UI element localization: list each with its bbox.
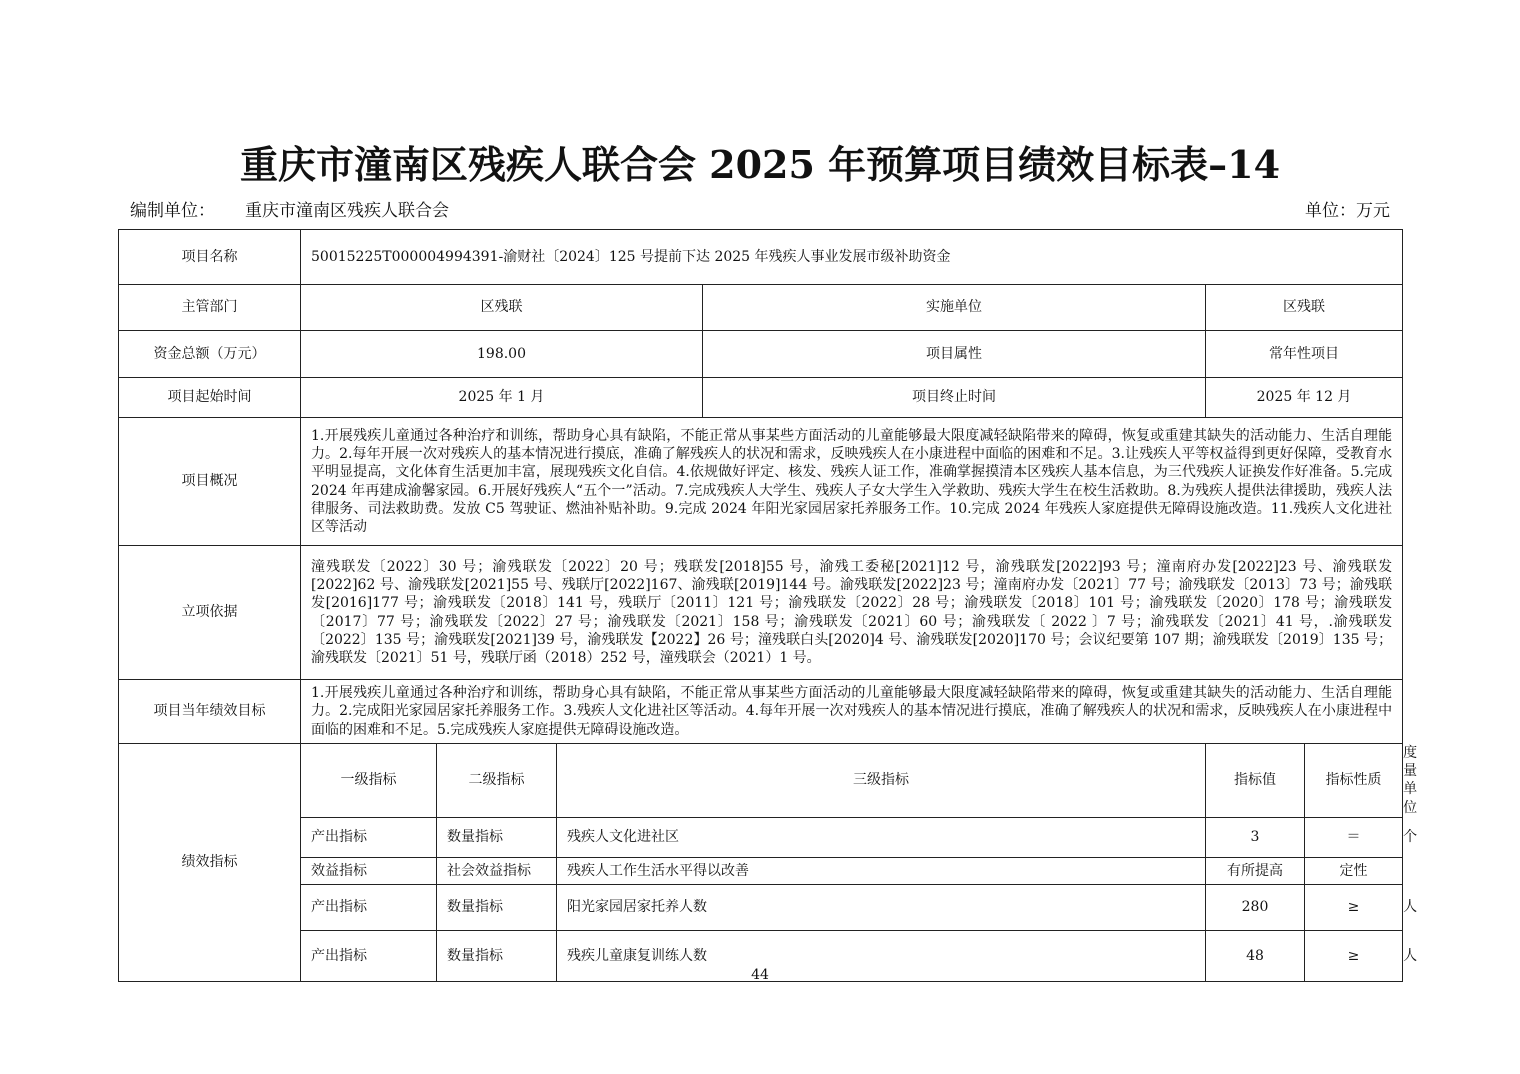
indicator-value: 有所提高	[1206, 857, 1305, 884]
overview-label: 项目概况	[119, 418, 301, 546]
table-row	[119, 857, 1403, 884]
unit-label: 单位：万元	[1305, 201, 1390, 221]
indicator-nature: ≥	[1305, 884, 1403, 930]
indicator-nature: ＝	[1305, 817, 1403, 857]
basis-value: 潼残联发〔2022〕30 号；渝残联发〔2022〕20 号；残联发[2018]55 号，渝残工委秘[2021]12 号，渝残联发[2022]93 号；潼南府办发[2022]23 号、渝残联发[2022]62 号、渝残联发[2021]55 号、残联厅[2022]167、渝残联[2019]144 号。渝残联发[2022]23 号；潼南府办发〔2021〕77 号；渝残联发〔2013〕73 号；渝残联发[2016]177 号；渝残联发〔2018〕141 号，残联厅〔2011〕121 号；渝残联发〔2022〕28 号；渝残联发〔2018〕101 号；渝残联发〔2020〕178 号；渝残联发〔2017〕77 号；渝残联发〔2022〕27 号；渝残联发〔2021〕158 号；渝残联发〔2021〕60 号；渝残联发〔 2022 〕7 号；渝残联发〔2021〕41 号，.渝残联发〔2022〕135 号；渝残联发[2021]39 号，渝残联发【2022】26 号；潼残联白头[2020]4 号、渝残联发[2020]170 号；会议纪要第 107 期；渝残联发〔2019〕135 号；渝残联发〔2021〕51 号，残联厅函（2018）252 号，潼残联会（2021）1 号。	[301, 546, 1403, 680]
table-row: 产出指标 数量指标 残疾人文化进社区 3 ＝ 个	[119, 817, 1403, 857]
start-label: 项目起始时间	[119, 378, 301, 418]
header-level1: 一级指标	[301, 744, 437, 818]
indicator-nature: ≥	[1305, 930, 1403, 981]
impl-label: 实施单位	[703, 285, 1206, 331]
indicator-level1: 产出指标	[301, 817, 437, 857]
dept-value: 区残联	[301, 285, 703, 331]
end-value: 2025 年 12 月	[1206, 378, 1403, 418]
dept-label: 主管部门	[119, 285, 301, 331]
indicator-level2: 数量指标	[437, 930, 557, 981]
indicator-label: 绩效指标	[119, 744, 301, 982]
indicator-level1: 效益指标	[301, 857, 437, 884]
fund-value: 198.00	[301, 331, 703, 378]
page-number: 44	[751, 967, 769, 983]
performance-table: 项目名称 50015225T000004994391-渝财社〔2024〕125 号提前下达 2025 年残疾人事业发展市级补助资金 主管部门 区残联 实施单位 区残联 资金总额（万元） 198.00 项目属性 常年性项目 项目起始时间 2025 年 1 月 项目终止时间 2025 年 12 月 项目概况 1.开展残疾儿童通过各种治疗和训练，帮助身心具有缺陷，不能正常从事某些方面活动的儿童能够最大限度减轻缺陷带来的障碍，恢复或重建其缺失的活动能力、生活自理能力。2.每年开展一次对残疾人的基本情况进行摸底，准确了解残疾人的状况和需求，反映残疾人在小康进程中面临的困难和不足。3.让残疾人平等权益得到更好保障，受教育水平明显提高，文化体育生活更加丰富，展现残疾文化自信。4.依规做好评定、核发、残疾人证工作，准确掌握摸清本区残疾人基本信息，为三代残疾人证换发作好准备。5.完成 2024 年再建成渝馨家园。6.开展好残疾人“五个一”活动。7.完成残疾人大学生、残疾人子女大学生入学救助、残疾大学生在校生活救助。8.为残疾人提供法律援助，残疾人法律服务、司法救助费。发放 C5 驾驶证、燃油补贴补助。9.完成 2024 年阳光家园居家托养服务工作。10.完成 2024 年残疾人家庭提供无障碍设施改造。11.残疾人文化进社区等活动 立项依据 潼残联发〔2022〕30 号；渝残联发〔2022〕20 号；残联发[2018]55 号，渝残工委秘[2021]12 号，渝残联发[2022]93 号；潼南府办发[2022]23 号、渝残联发[2022]62 号、渝残联发[2021]55 号、残联厅[2022]167、渝残联[2019]144 号。渝残联发[2022]23 号；潼南府办发〔2021〕77 号；渝残联发〔2013〕73 号；渝残联发[2016]177 号；渝残联发〔2018〕141 号，残联厅〔2011〕121 号；渝残联发〔2022〕28 号；渝残联发〔2018〕101 号；渝残联发〔2020〕178 号；渝残联发〔2017〕77 号；渝残联发〔2022〕27 号；渝残联发〔2021〕158 号；渝残联发〔2021〕60 号；渝残联发〔 2022 〕7 号；渝残联发〔2021〕41 号，.渝残联发〔2022〕135 号；渝残联发[2021]39 号，渝残联发【2022】26 号；潼残联白头[2020]4 号、渝残联发[2020]170 号；会议纪要第 107 期；渝残联发〔2019〕135 号；渝残联发〔2021〕51 号，残联厅函（2018）252 号，潼残联会（2021）1 号。 项目当年绩效目标 1.开展残疾儿童通过各种治疗和训练，帮助身心具有缺陷，不能正常从事某些方面活动的儿童能够最大限度减轻缺陷带来的障碍，恢复或重建其缺失的活动能力、生活自理能力。2.完成阳光家园居家托养服务工作。3.残疾人文化进社区等活动。4.每年开展一次对残疾人的基本情况进行摸底，准确了解残疾人的状况和需求，反映残疾人在小康进程中面临的困难和不足。5.完成残疾人家庭提供无障碍设施改造。 绩效指标 一级指标 二级指标 三级指标 指标值 指标性质 度量单位 产出指标 数量指标 残疾人文化进社区 3 ＝ 个 效益指标 社会效益指标 残疾人工作生活水平得以改善 有所提高 定性 产出指标 数量指标 阳光家园居家托养人数 280 ≥ 人 产出指标 数量指标 残疾儿童康复训练人数 48 ≥ 人	[118, 229, 1403, 982]
header-nature: 指标性质	[1305, 744, 1403, 818]
indicator-level3: 阳光家园居家托养人数	[557, 884, 1206, 930]
indicator-value: 280	[1206, 884, 1305, 930]
header-value: 指标值	[1206, 744, 1305, 818]
end-label: 项目终止时间	[703, 378, 1206, 418]
indicator-level1: 产出指标	[301, 884, 437, 930]
indicator-level3: 残疾人文化进社区	[557, 817, 1206, 857]
attr-label: 项目属性	[703, 331, 1206, 378]
indicator-value: 48	[1206, 930, 1305, 981]
indicator-level1: 产出指标	[301, 930, 437, 981]
indicator-level3: 残疾人工作生活水平得以改善	[557, 857, 1206, 884]
page-title: 重庆市潼南区残疾人联合会 2025 年预算项目绩效目标表–14	[239, 142, 1281, 187]
table-row: 产出指标 数量指标 阳光家园居家托养人数 280 ≥ 人	[119, 884, 1403, 930]
indicator-level3: 残疾儿童康复训练人数	[557, 930, 1206, 981]
indicator-level2: 社会效益指标	[437, 857, 557, 884]
indicator-value: 3	[1206, 817, 1305, 857]
header-level2: 二级指标	[437, 744, 557, 818]
attr-value: 常年性项目	[1206, 331, 1403, 378]
overview-value: 1.开展残疾儿童通过各种治疗和训练，帮助身心具有缺陷，不能正常从事某些方面活动的儿童能够最大限度减轻缺陷带来的障碍，恢复或重建其缺失的活动能力、生活自理能力。2.每年开展一次对残疾人的基本情况进行摸底，准确了解残疾人的状况和需求，反映残疾人在小康进程中面临的困难和不足。3.让残疾人平等权益得到更好保障，受教育水平明显提高，文化体育生活更加丰富，展现残疾文化自信。4.依规做好评定、核发、残疾人证工作，准确掌握摸清本区残疾人基本信息，为三代残疾人证换发作好准备。5.完成 2024 年再建成渝馨家园。6.开展好残疾人“五个一”活动。7.完成残疾人大学生、残疾人子女大学生入学救助、残疾大学生在校生活救助。8.为残疾人提供法律援助，残疾人法律服务、司法救助费。发放 C5 驾驶证、燃油补贴补助。9.完成 2024 年阳光家园居家托养服务工作。10.完成 2024 年残疾人家庭提供无障碍设施改造。11.残疾人文化进社区等活动	[301, 418, 1403, 546]
indicator-level2: 数量指标	[437, 884, 557, 930]
goal-value: 1.开展残疾儿童通过各种治疗和训练，帮助身心具有缺陷，不能正常从事某些方面活动的儿童能够最大限度减轻缺陷带来的障碍，恢复或重建其缺失的活动能力、生活自理能力。2.完成阳光家园居家托养服务工作。3.残疾人文化进社区等活动。4.每年开展一次对残疾人的基本情况进行摸底，准确了解残疾人的状况和需求，反映残疾人在小康进程中面临的困难和不足。5.完成残疾人家庭提供无障碍设施改造。	[301, 680, 1403, 744]
basis-label: 立项依据	[119, 546, 301, 680]
org-value: 重庆市潼南区残疾人联合会	[245, 201, 449, 221]
header-level3: 三级指标	[557, 744, 1206, 818]
goal-label: 项目当年绩效目标	[119, 680, 301, 744]
indicator-nature: 定性	[1305, 857, 1403, 884]
project-name-label: 项目名称	[119, 230, 301, 285]
fund-label: 资金总额（万元）	[119, 331, 301, 378]
project-name-value: 50015225T000004994391-渝财社〔2024〕125 号提前下达 2025 年残疾人事业发展市级补助资金	[301, 230, 1403, 285]
impl-value: 区残联	[1206, 285, 1403, 331]
start-value: 2025 年 1 月	[301, 378, 703, 418]
indicator-level2: 数量指标	[437, 817, 557, 857]
org-label: 编制单位：	[130, 201, 215, 221]
table-row: 产出指标 数量指标 残疾儿童康复训练人数 48 ≥ 人	[119, 930, 1403, 981]
